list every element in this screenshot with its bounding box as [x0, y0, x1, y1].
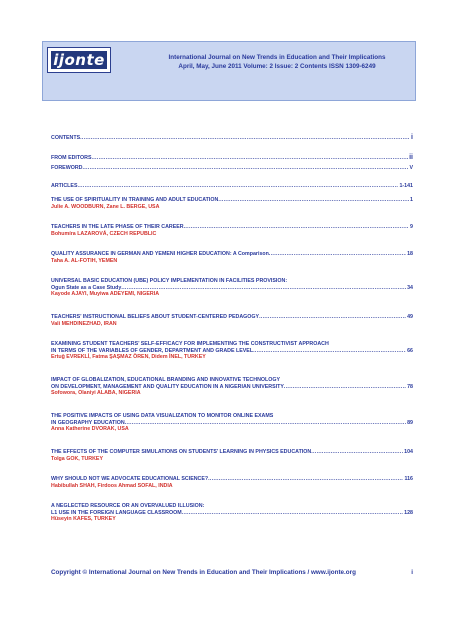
toc-entry-title[interactable]: EXAMINING STUDENT TEACHERS’ SELF-EFFICACY FOR IMPLEMENTING THE CONSTRUCTIVIST APPROACH — [51, 341, 329, 347]
copyright-text: Copyright © International Journal on New Trends in Education and Their Implications / www.ijonte.org — [51, 569, 356, 576]
toc-page-number: 104 — [404, 449, 413, 455]
leader-dots — [208, 476, 403, 483]
toc-page-number: ii — [409, 154, 413, 161]
issue-info: April, May, June 2011 Volume: 2 Issue: 2 Contents ISSN 1309-6249 — [178, 63, 376, 70]
leader-dots — [92, 155, 409, 162]
toc-entry-title[interactable]: ON DEVELOPMENT, MANAGEMENT AND QUALITY EDUCATION IN A NIGERIAN UNIVERSITY — [51, 383, 284, 390]
toc-page-number: V — [409, 165, 413, 171]
toc-entry-title[interactable]: UNIVERSAL BASIC EDUCATION (UBE) POLICY IMPLEMENTATION IN FACILITIES PROVISION: — [51, 278, 288, 284]
leader-dots — [269, 251, 406, 258]
toc-article-entry — [51, 341, 413, 361]
toc-entry-authors: Kayode AJAYI, Muyiwa ADEYEMI, NIGERIA — [51, 291, 160, 297]
toc-entry-title[interactable]: THE EFFECTS OF THE COMPUTER SIMULATIONS ON STUDENTS’ LEARNING IN PHYSICS EDUCATION — [51, 449, 312, 455]
toc-front-entry — [51, 135, 413, 142]
header-text — [143, 53, 411, 71]
leader-dots — [121, 285, 406, 292]
toc-article-entry — [51, 197, 413, 210]
toc-entry-authors: Vali MEHDINEZHAD, IRAN — [51, 320, 117, 327]
toc-front-entry — [51, 155, 413, 162]
logo-text: ijonte — [53, 51, 105, 69]
toc-page-number: 34 — [407, 284, 413, 291]
toc-entry-authors: Anna Katherine DVORAK, USA — [51, 426, 129, 432]
leader-dots — [184, 224, 409, 231]
toc-article-entry — [51, 413, 413, 433]
footer-page-number: i — [411, 569, 413, 576]
toc-page-number: 1-141 — [399, 183, 413, 189]
toc-entry-authors: Hüseyin KAFES, TURKEY — [51, 516, 116, 522]
toc-entry-authors: Julie A. WOODBURN, Zane L. BERGE, USA — [51, 203, 160, 210]
toc-entry-title[interactable]: IMPACT OF GLOBALIZATION, EDUCATIONAL BRANDING AND INNOVATIVE TECHNOLOGY — [51, 377, 281, 383]
toc-page-number: i — [411, 134, 413, 141]
toc-page-number: 78 — [407, 383, 413, 390]
toc-entry-authors: Sofowora, Olaniyi ALABA, NIGERIA — [51, 390, 141, 396]
leader-dots — [259, 314, 406, 321]
toc-front-entry — [51, 183, 413, 190]
toc-entry-title[interactable]: FROM EDITORS — [51, 155, 92, 161]
leader-dots — [253, 348, 406, 355]
toc-entry-title[interactable]: Ogun State as a Case Study — [51, 284, 122, 291]
leader-dots — [80, 135, 410, 142]
toc-article-entry — [51, 377, 413, 397]
toc-article-entry — [51, 314, 413, 327]
leader-dots — [82, 165, 408, 172]
toc-entry-title[interactable]: THE POSITIVE IMPACTS OF USING DATA VISUALIZATION TO MONITOR ONLINE EXAMS — [51, 413, 274, 419]
toc-page-number: 66 — [407, 347, 413, 354]
leader-dots — [78, 183, 399, 190]
toc-page-number: 9 — [410, 224, 413, 230]
toc-entry-title[interactable]: ARTICLES — [51, 183, 78, 189]
leader-dots — [218, 197, 409, 204]
journal-title: International Journal on New Trends in Education and Their Implications — [168, 54, 386, 61]
journal-logo — [47, 47, 111, 73]
toc-entry-title[interactable]: WHY SHOULD NOT WE ADVOCATE EDUCATIONAL SCIENCE? — [51, 476, 209, 482]
toc-article-entry — [51, 503, 413, 523]
toc-entry-title[interactable]: IN GEOGRAPHY EDUCATION — [51, 419, 125, 426]
toc-entry-title[interactable]: TEACHERS IN THE LATE PHASE OF THEIR CAREER — [51, 224, 184, 230]
toc-entry-title[interactable]: IN TERMS OF THE VARIABLES OF GENDER, DEPARTMENT AND GRADE LEVEL — [51, 347, 254, 354]
toc-entry-title[interactable]: FOREWORD — [51, 165, 83, 171]
toc-page-number: 128 — [404, 509, 413, 516]
toc-article-entry — [51, 476, 413, 489]
toc-entry-title[interactable]: QUALITY ASSURANCE IN GERMAN AND YEMENI HIGHER EDUCATION: A Comparison — [51, 251, 269, 257]
toc-entry-authors: Tolga GOK, TURKEY — [51, 455, 103, 462]
toc-entry-title[interactable]: CONTENTS — [51, 135, 81, 141]
page-footer — [51, 569, 413, 576]
toc-entry-authors: Bohumíra LAZAROVÁ, CZECH REPUBLIC — [51, 230, 157, 237]
toc-page-number: 89 — [407, 419, 413, 426]
toc-page-number: 116 — [404, 476, 413, 482]
journal-header — [42, 41, 416, 101]
toc-article-entry — [51, 278, 413, 298]
leader-dots — [125, 420, 406, 427]
toc-page-number: 18 — [407, 251, 413, 257]
toc-article-entry — [51, 251, 413, 264]
toc-entry-title[interactable]: L1 USE IN THE FOREIGN LANGUAGE CLASSROOM — [51, 509, 182, 516]
leader-dots — [182, 510, 403, 517]
toc-entry-title[interactable]: THE USE OF SPIRITUALITY IN TRAINING AND ADULT EDUCATION — [51, 197, 219, 203]
toc-page-number: 1 — [410, 197, 413, 203]
toc-entry-authors: Ertuğ EVREKLİ, Fatma ŞAŞMAZ ÖREN, Didem İNEL, TURKEY — [51, 354, 206, 360]
toc-entry-authors: Taha A. AL-FOTIH, YEMEN — [51, 257, 118, 264]
toc-entry-title[interactable]: TEACHERS’ INSTRUCTIONAL BELIEFS ABOUT STUDENT-CENTERED PEDAGOGY — [51, 314, 260, 320]
toc-article-entry — [51, 449, 413, 462]
toc-entry-title[interactable]: A NEGLECTED RESOURCE OR AN OVERVALUED ILLUSION: — [51, 503, 205, 509]
leader-dots — [284, 384, 406, 391]
toc-article-entry — [51, 224, 413, 237]
toc-entry-authors: Habibullah SHAH, Firdoos Ahmad SOFAL, INDIA — [51, 482, 173, 489]
toc-front-entry — [51, 165, 413, 172]
leader-dots — [311, 449, 403, 456]
toc-page-number: 49 — [407, 314, 413, 320]
